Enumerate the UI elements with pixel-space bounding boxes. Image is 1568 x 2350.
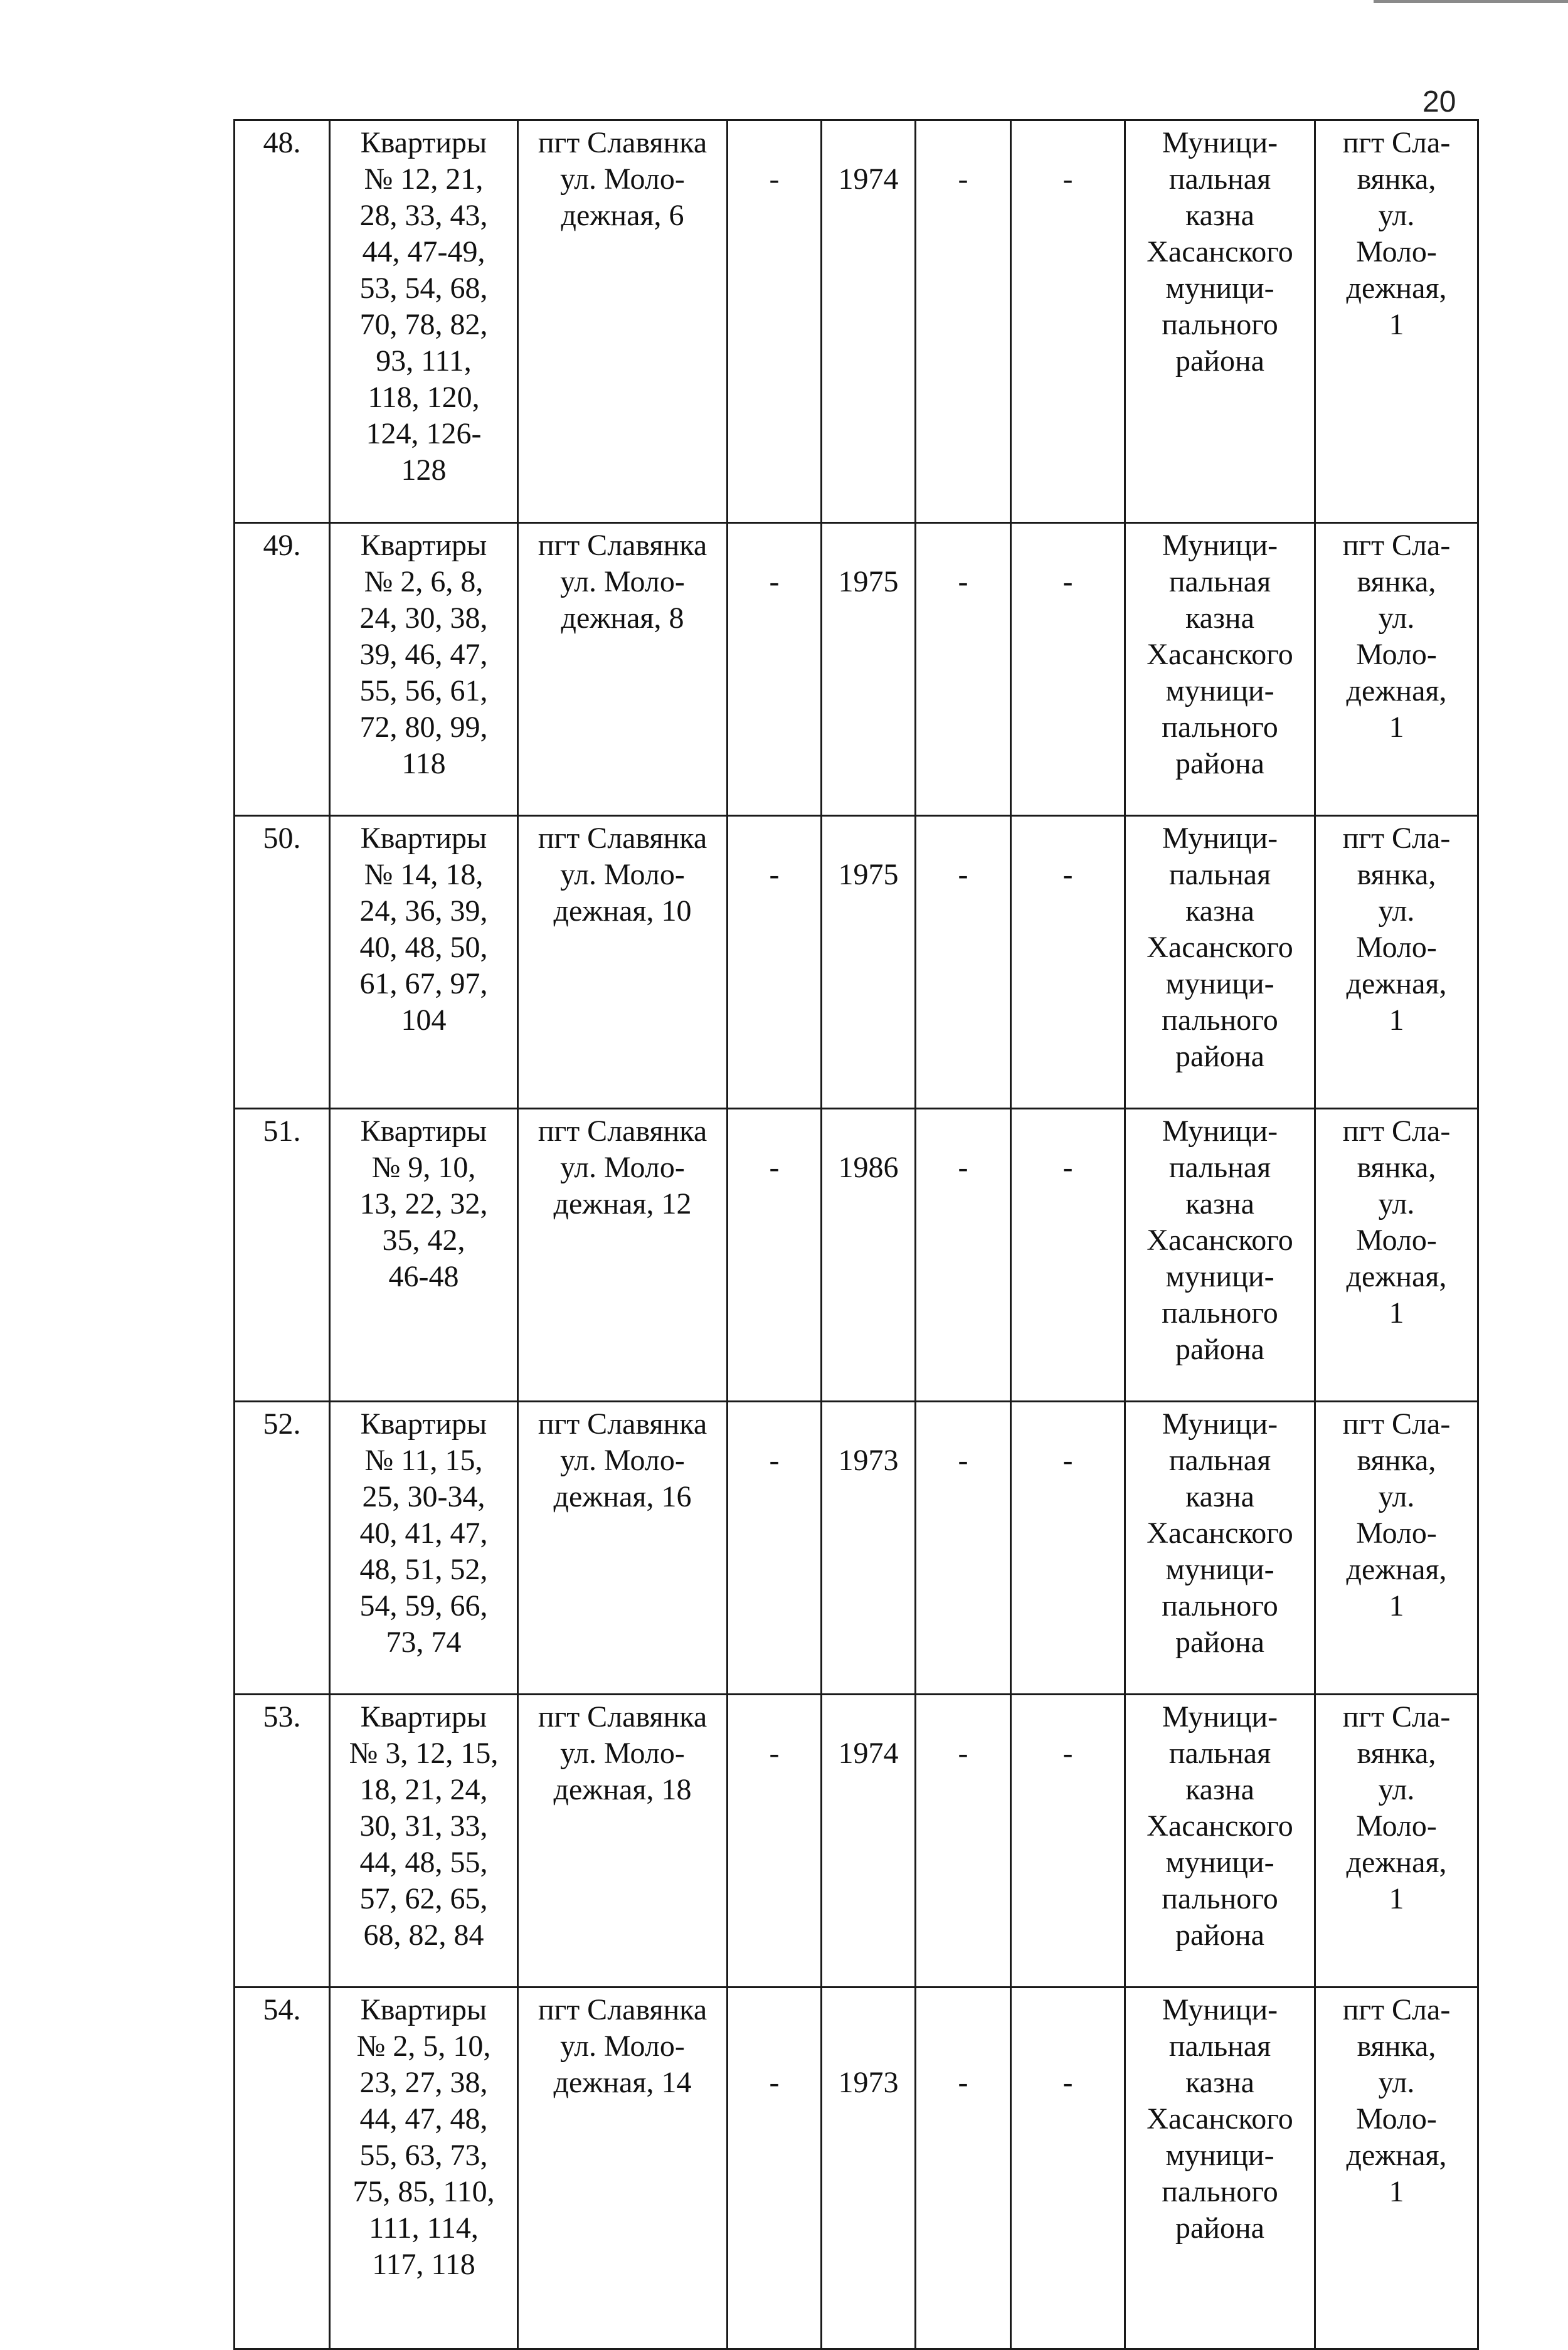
row-number-cell: 51. bbox=[235, 1109, 330, 1402]
address-cell: пгт Славянка ул. Моло- дежная, 8 bbox=[518, 523, 728, 816]
empty-value-cell: - bbox=[728, 1987, 822, 2349]
owner-cell: Муници- пальная казна Хасанского муници- пального района bbox=[1125, 1109, 1315, 1402]
object-name-cell: Квартиры № 2, 6, 8, 24, 30, 38, 39, 46, 47, 55, 56, 61, 72, 80, 99, 118 bbox=[330, 523, 518, 816]
address-cell: пгт Славянка ул. Моло- дежная, 14 bbox=[518, 1987, 728, 2349]
year-cell: 1986 bbox=[822, 1109, 916, 1402]
row-number-cell: 54. bbox=[235, 1987, 330, 2349]
property-registry-table bbox=[233, 119, 1479, 2350]
holder-address-cell: пгт Сла- вянка, ул. Моло- дежная, 1 bbox=[1315, 816, 1478, 1109]
empty-value-cell: - bbox=[728, 523, 822, 816]
owner-cell: Муници- пальная казна Хасанского муници- пального района bbox=[1125, 1402, 1315, 1695]
empty-value-cell: - bbox=[728, 1402, 822, 1695]
year-cell: 1973 bbox=[822, 1402, 916, 1695]
year-cell: 1974 bbox=[822, 120, 916, 523]
empty-value-cell: - bbox=[916, 523, 1011, 816]
empty-value-cell: - bbox=[1011, 120, 1125, 523]
table-row bbox=[235, 1109, 1478, 1402]
object-name-cell: Квартиры № 11, 15, 25, 30-34, 40, 41, 47, 48, 51, 52, 54, 59, 66, 73, 74 bbox=[330, 1402, 518, 1695]
table-row bbox=[235, 1695, 1478, 1987]
row-number-cell: 50. bbox=[235, 816, 330, 1109]
holder-address-cell: пгт Сла- вянка, ул. Моло- дежная, 1 bbox=[1315, 1109, 1478, 1402]
empty-value-cell: - bbox=[728, 816, 822, 1109]
object-name-cell: Квартиры № 2, 5, 10, 23, 27, 38, 44, 47, 48, 55, 63, 73, 75, 85, 110, 111, 114, 117, 118 bbox=[330, 1987, 518, 2349]
owner-cell: Муници- пальная казна Хасанского муници- пального района bbox=[1125, 816, 1315, 1109]
address-cell: пгт Славянка ул. Моло- дежная, 6 bbox=[518, 120, 728, 523]
address-cell: пгт Славянка ул. Моло- дежная, 16 bbox=[518, 1402, 728, 1695]
empty-value-cell: - bbox=[916, 1987, 1011, 2349]
empty-value-cell: - bbox=[728, 120, 822, 523]
holder-address-cell: пгт Сла- вянка, ул. Моло- дежная, 1 bbox=[1315, 1402, 1478, 1695]
empty-value-cell: - bbox=[916, 1109, 1011, 1402]
empty-value-cell: - bbox=[916, 120, 1011, 523]
empty-value-cell: - bbox=[728, 1695, 822, 1987]
holder-address-cell: пгт Сла- вянка, ул. Моло- дежная, 1 bbox=[1315, 120, 1478, 523]
object-name-cell: Квартиры № 14, 18, 24, 36, 39, 40, 48, 50, 61, 67, 97, 104 bbox=[330, 816, 518, 1109]
row-number-cell: 52. bbox=[235, 1402, 330, 1695]
owner-cell: Муници- пальная казна Хасанского муници- пального района bbox=[1125, 1695, 1315, 1987]
year-cell: 1975 bbox=[822, 523, 916, 816]
row-number-cell: 53. bbox=[235, 1695, 330, 1987]
row-number-cell: 49. bbox=[235, 523, 330, 816]
page-number: 20 bbox=[1422, 85, 1456, 119]
address-cell: пгт Славянка ул. Моло- дежная, 10 bbox=[518, 816, 728, 1109]
table-row bbox=[235, 523, 1478, 816]
empty-value-cell: - bbox=[1011, 816, 1125, 1109]
holder-address-cell: пгт Сла- вянка, ул. Моло- дежная, 1 bbox=[1315, 523, 1478, 816]
empty-value-cell: - bbox=[1011, 1109, 1125, 1402]
object-name-cell: Квартиры № 3, 12, 15, 18, 21, 24, 30, 31, 33, 44, 48, 55, 57, 62, 65, 68, 82, 84 bbox=[330, 1695, 518, 1987]
row-number-cell: 48. bbox=[235, 120, 330, 523]
holder-address-cell: пгт Сла- вянка, ул. Моло- дежная, 1 bbox=[1315, 1987, 1478, 2349]
empty-value-cell: - bbox=[1011, 1402, 1125, 1695]
table-row bbox=[235, 120, 1478, 523]
scan-edge-line bbox=[1374, 0, 1568, 3]
empty-value-cell: - bbox=[1011, 1695, 1125, 1987]
object-name-cell: Квартиры № 9, 10, 13, 22, 32, 35, 42, 46-48 bbox=[330, 1109, 518, 1402]
table-row bbox=[235, 816, 1478, 1109]
year-cell: 1975 bbox=[822, 816, 916, 1109]
year-cell: 1974 bbox=[822, 1695, 916, 1987]
empty-value-cell: - bbox=[916, 1695, 1011, 1987]
owner-cell: Муници- пальная казна Хасанского муници- пального района bbox=[1125, 523, 1315, 816]
address-cell: пгт Славянка ул. Моло- дежная, 18 bbox=[518, 1695, 728, 1987]
address-cell: пгт Славянка ул. Моло- дежная, 12 bbox=[518, 1109, 728, 1402]
owner-cell: Муници- пальная казна Хасанского муници- пального района bbox=[1125, 120, 1315, 523]
empty-value-cell: - bbox=[728, 1109, 822, 1402]
object-name-cell: Квартиры № 12, 21, 28, 33, 43, 44, 47-49, 53, 54, 68, 70, 78, 82, 93, 111, 118, 120, 124, 126- 128 bbox=[330, 120, 518, 523]
table-row bbox=[235, 1402, 1478, 1695]
holder-address-cell: пгт Сла- вянка, ул. Моло- дежная, 1 bbox=[1315, 1695, 1478, 1987]
empty-value-cell: - bbox=[916, 816, 1011, 1109]
empty-value-cell: - bbox=[916, 1402, 1011, 1695]
empty-value-cell: - bbox=[1011, 1987, 1125, 2349]
year-cell: 1973 bbox=[822, 1987, 916, 2349]
empty-value-cell: - bbox=[1011, 523, 1125, 816]
table-row bbox=[235, 1987, 1478, 2349]
owner-cell: Муници- пальная казна Хасанского муници- пального района bbox=[1125, 1987, 1315, 2349]
